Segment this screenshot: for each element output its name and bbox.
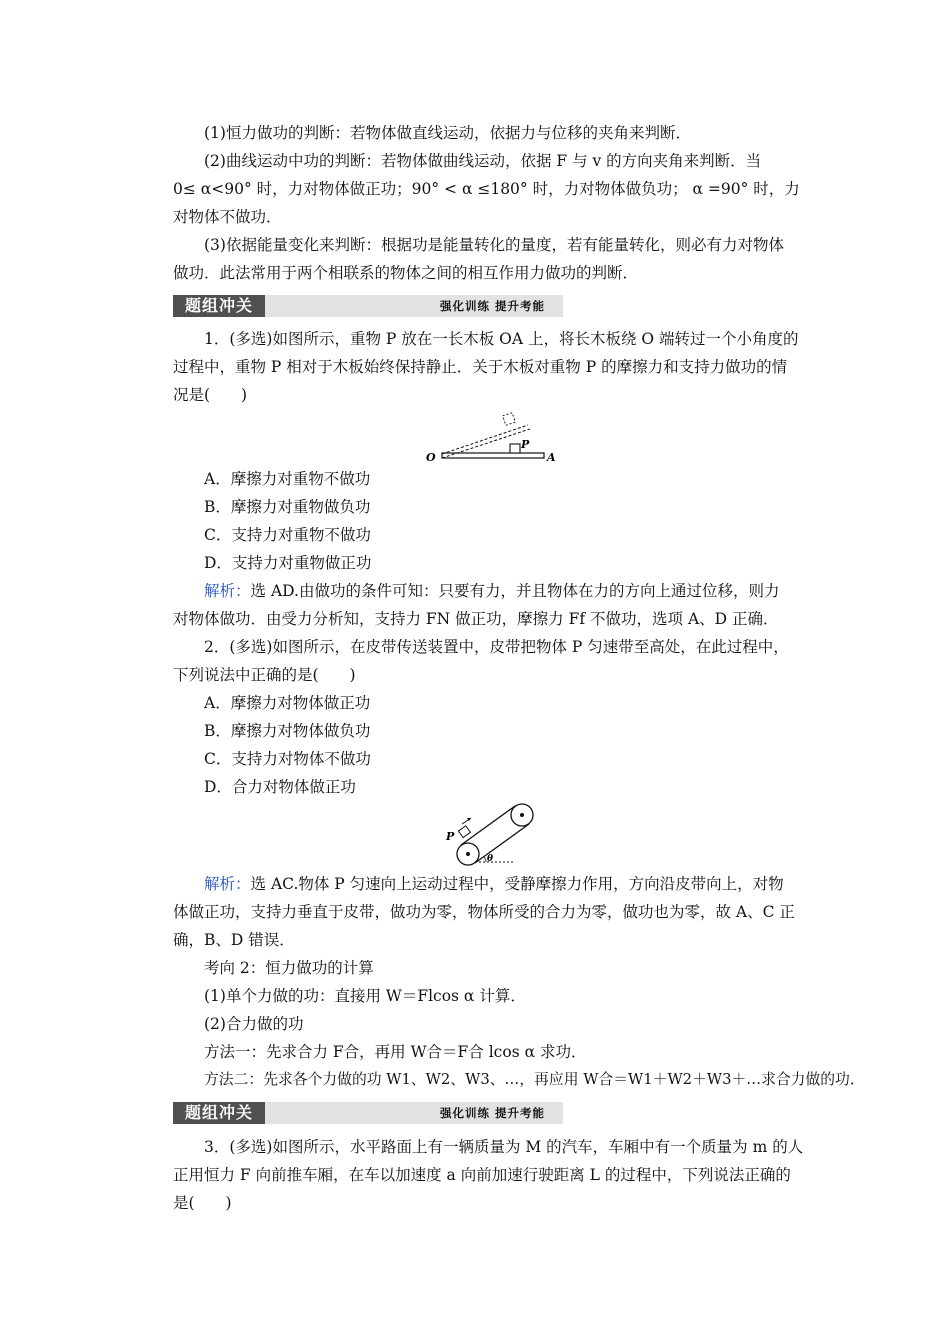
q3-line-3: 是( )	[173, 1194, 232, 1212]
section-bar-subtitle: 强化训练 提升考能	[439, 299, 545, 313]
k2-method-2: 方法二：先求各个力做的功 W1、W2、W3、…，再应用 W合＝W1＋W2＋W3＋…求合力做的功．	[204, 1071, 865, 1088]
q1-option-a: A．摩擦力对重物不做功	[204, 470, 371, 488]
section-bar-2	[173, 1102, 563, 1124]
label-a: A	[547, 451, 556, 464]
k2-item-1: (1)单个力做的功：直接用 W＝Flcos α 计算．	[204, 987, 526, 1005]
answer-text: 选 AC.物体 P 匀速向上运动过程中，受静摩擦力作用，方向沿皮带向上，对物	[250, 875, 784, 893]
q2-option-a: A．摩擦力对物体做正功	[204, 694, 371, 712]
q2-option-d: D．合力对物体做正功	[204, 778, 356, 796]
section-bar-tag: 题组冲关	[173, 1102, 265, 1124]
board-rect	[442, 453, 544, 458]
para-2-line-1: (2)曲线运动中功的判断：若物体做曲线运动，依据 F 与 v 的方向夹角来判断．当	[204, 152, 762, 170]
q1-line-1: 1．(多选)如图所示，重物 P 放在一长木板 OA 上，将长木板绕 O 端转过一个小角度的	[204, 330, 799, 348]
q2-answer-line-1	[173, 873, 784, 895]
figure-conveyor-belt	[442, 800, 542, 870]
q2-line-2: 下列说法中正确的是( )	[173, 666, 356, 684]
q2-answer-line-3: 确，B、D 错误．	[173, 931, 295, 949]
para-3-line-2: 做功．此法常用于两个相联系的物体之间的相互作用力做功的判断．	[173, 264, 639, 282]
q1-option-c: C．支持力对重物不做功	[204, 526, 371, 544]
q1-line-3: 况是( )	[173, 386, 248, 404]
block-p	[458, 826, 470, 838]
answer-label: 解析：	[204, 582, 251, 600]
figure-inclined-board	[420, 408, 560, 464]
answer-label: 解析：	[204, 875, 251, 893]
q1-option-b: B．摩擦力对重物做负功	[204, 498, 371, 516]
q2-option-b: B．摩擦力对物体做负功	[204, 722, 371, 740]
label-p: P	[521, 438, 530, 451]
q2-option-c: C．支持力对物体不做功	[204, 750, 371, 768]
label-theta: θ	[487, 854, 494, 864]
para-2-line-2: 0≤ α<90° 时，力对物体做正功；90° < α ≤180° 时，力对物体做负功； α =90° 时，力	[173, 180, 800, 198]
q3-line-1: 3．(多选)如图所示，水平路面上有一辆质量为 M 的汽车，车厢中有一个质量为 m 的人	[204, 1138, 804, 1156]
k2-item-2: (2)合力做的功	[204, 1015, 304, 1033]
k2-method-1: 方法一：先求合力 F合，再用 W合＝F合 lcos α 求功．	[204, 1043, 587, 1061]
q1-option-d: D．支持力对重物做正功	[204, 554, 372, 572]
label-p: P	[446, 830, 455, 843]
answer-text: 选 AD.由做功的条件可知：只要有力，并且物体在力的方向上通过位移，则力	[250, 582, 780, 600]
q3-line-2: 正用恒力 F 向前推车厢，在车以加速度 a 向前加速行驶距离 L 的过程中，下列说法正确的	[173, 1166, 791, 1184]
q2-line-1: 2．(多选)如图所示，在皮带传送装置中，皮带把物体 P 匀速带至高处，在此过程中，	[204, 638, 789, 656]
q1-answer-line-1	[173, 580, 779, 602]
para-3-line-1: (3)依据能量变化来判断：根据功是能量转化的量度，若有能量转化，则必有力对物体	[204, 236, 784, 254]
section-bar-subtitle: 强化训练 提升考能	[439, 1106, 545, 1120]
section-bar-1	[173, 295, 563, 317]
k2-title: 考向 2：恒力做功的计算	[204, 959, 374, 977]
para-2-line-3: 对物体不做功．	[173, 208, 282, 226]
q1-answer-line-2: 对物体做功．由受力分析知，支持力 FN 做正功，摩擦力 Ff 不做功，选项 A、D 正确．	[173, 610, 779, 628]
label-o: O	[426, 451, 436, 464]
block-p	[510, 444, 520, 453]
q2-answer-line-2: 体做正功，支持力垂直于皮带，做功为零，物体所受的合力为零，做功也为零，故 A、C 正	[173, 903, 795, 921]
section-bar-tag: 题组冲关	[173, 295, 265, 317]
para-1: (1)恒力做功的判断：若物体做直线运动，依据力与位移的夹角来判断．	[204, 124, 691, 142]
q1-line-2: 过程中，重物 P 相对于木板始终保持静止．关于木板对重物 P 的摩擦力和支持力做功的情	[173, 358, 788, 376]
